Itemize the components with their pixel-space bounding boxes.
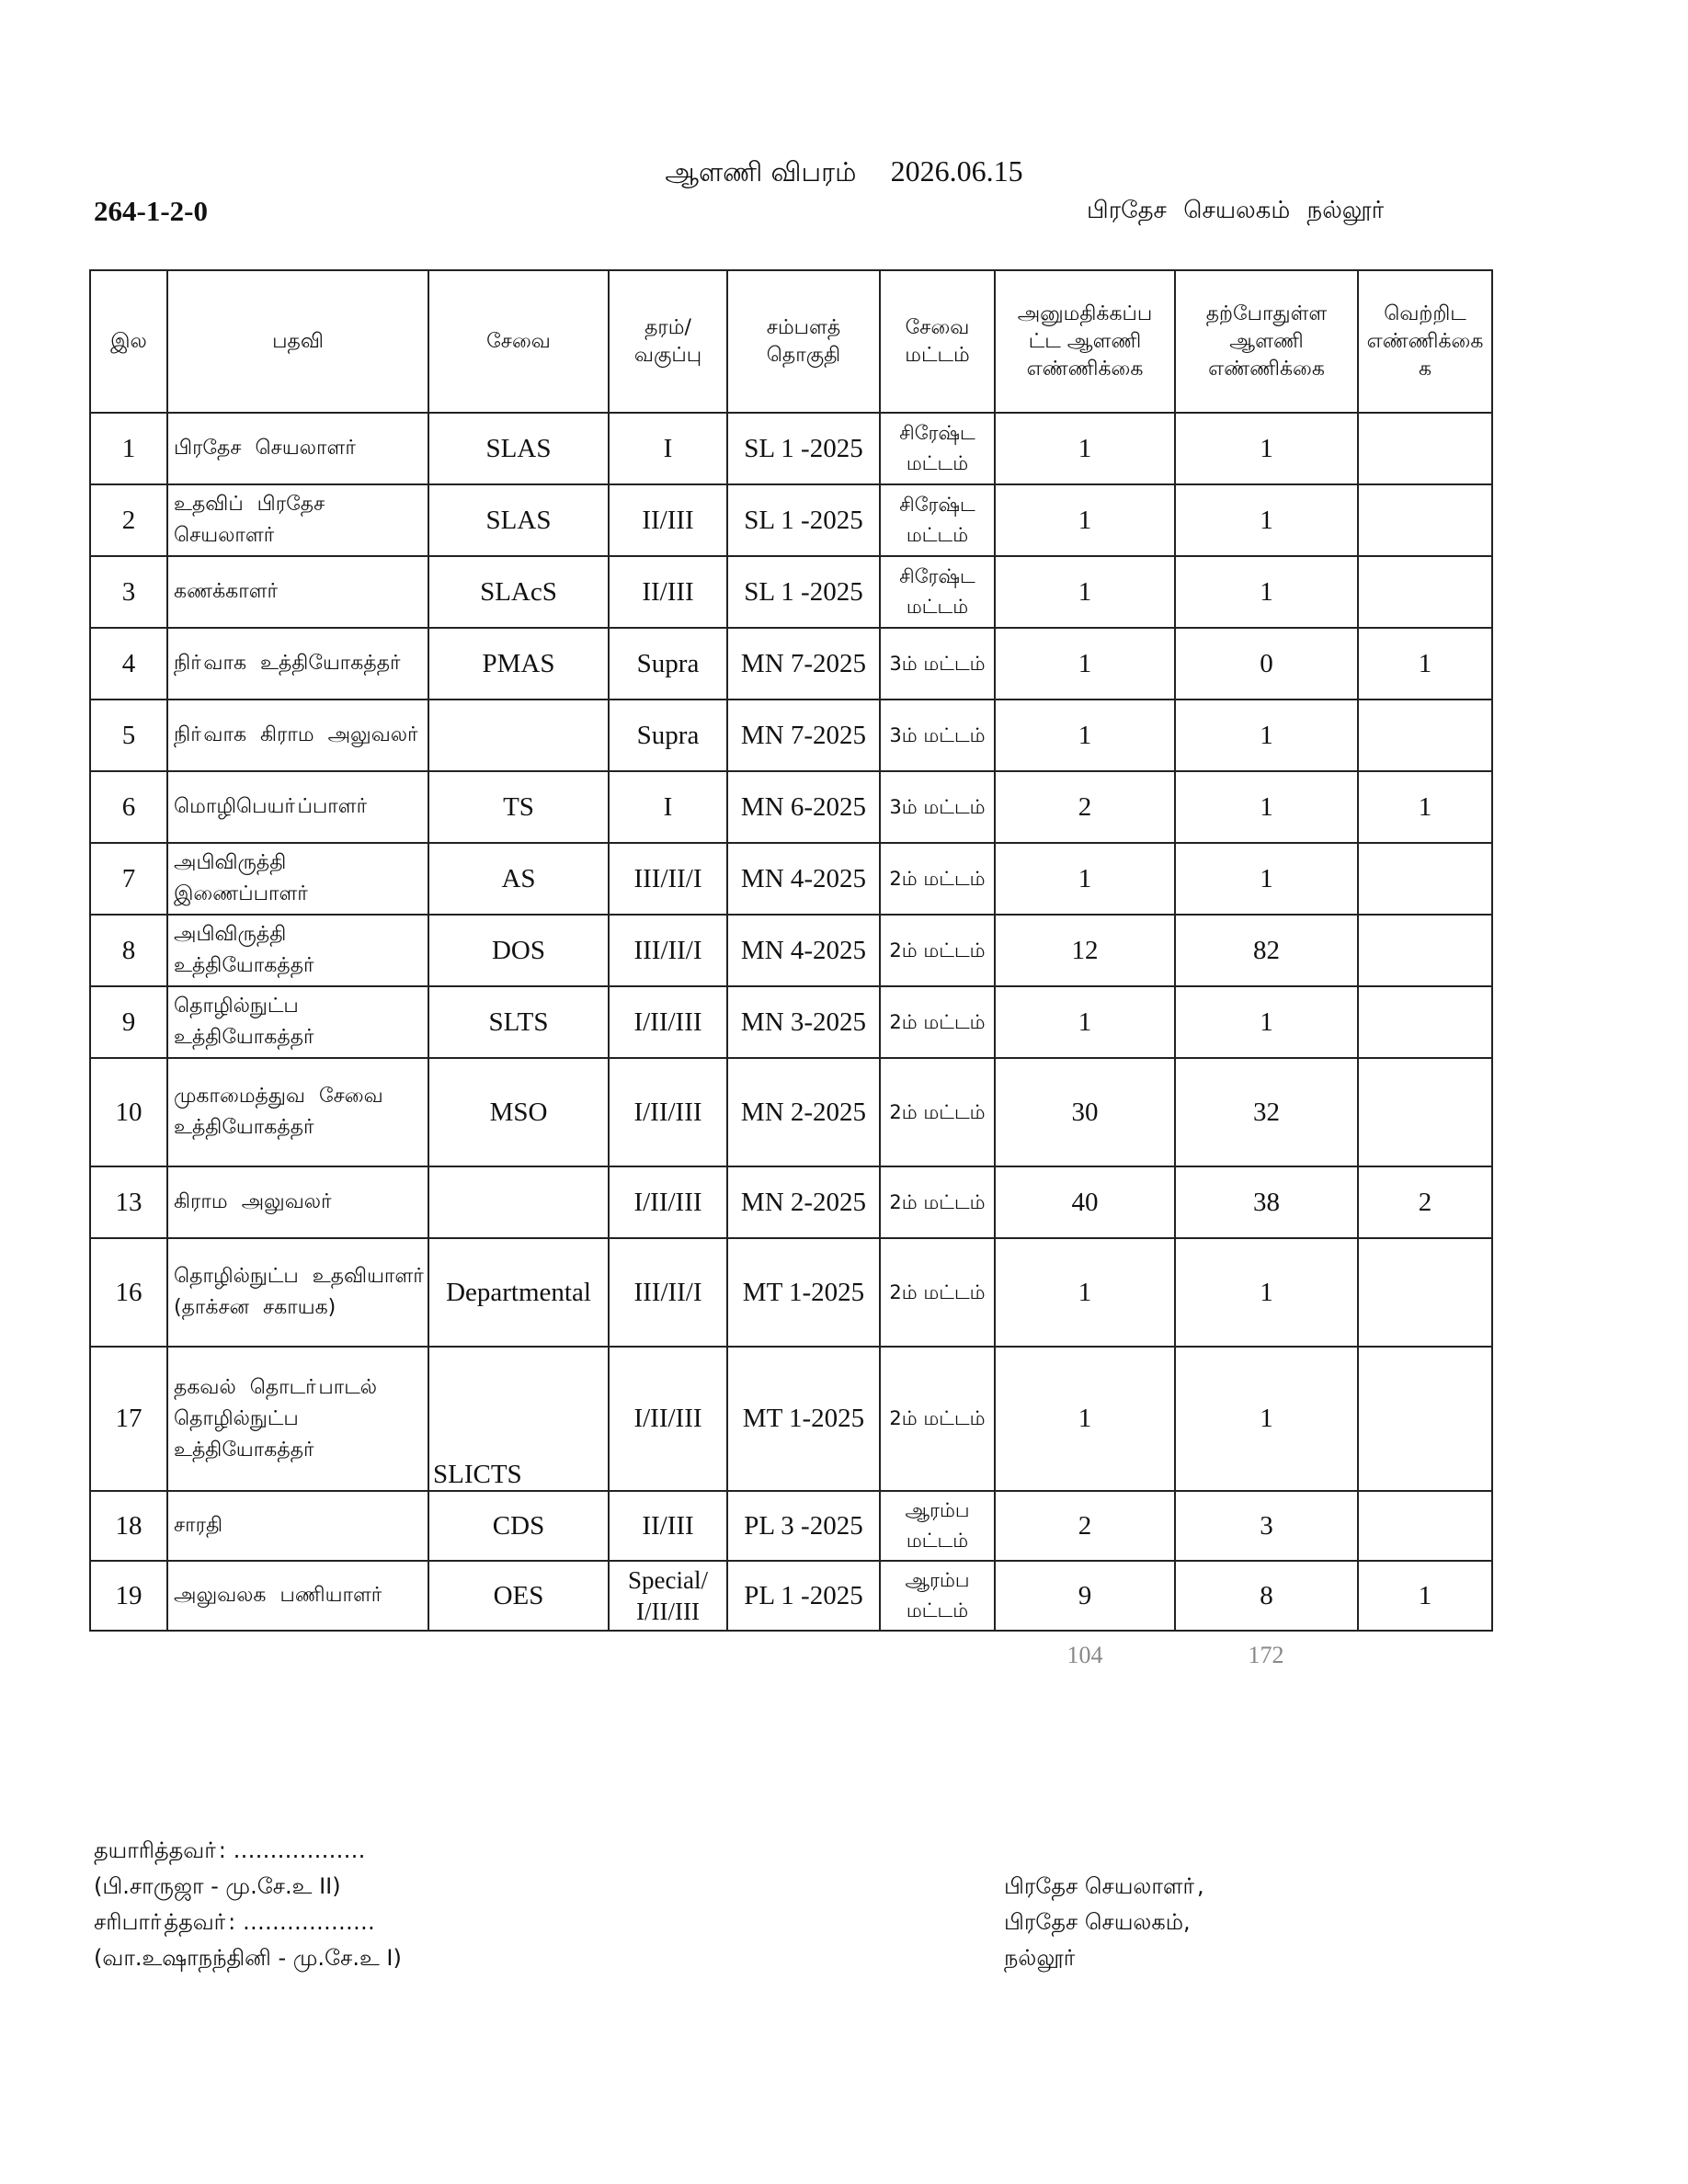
cell-post: அபிவிருத்தி உத்தியோகத்தா் xyxy=(167,915,428,986)
cell-approved: 2 xyxy=(995,771,1175,843)
cell-service: TS xyxy=(428,771,609,843)
cell-level: சிரேஷ்ட மட்டம் xyxy=(880,556,995,628)
cell-grade: III/II/I xyxy=(609,1238,727,1347)
cell-service: MSO xyxy=(428,1058,609,1166)
cell-grade: II/III xyxy=(609,556,727,628)
cell-vacant: 1 xyxy=(1358,771,1492,843)
table-header-row xyxy=(90,270,1492,413)
table-row xyxy=(90,915,1492,986)
cell-approved: 1 xyxy=(995,628,1175,700)
cell-grade: I/II/III xyxy=(609,1166,727,1238)
cell-approved: 1 xyxy=(995,1347,1175,1491)
cell-service: Departmental xyxy=(428,1238,609,1347)
cell-vacant xyxy=(1358,484,1492,556)
checked-by-name: (வா.உஷாநந்தினி - மு.சே.உ I) xyxy=(94,1945,402,1971)
cell-current: 3 xyxy=(1175,1491,1358,1561)
cell-post: கிராம அலுவலா் xyxy=(167,1166,428,1238)
office-name: பிரதேச செயலகம் நல்லூா் xyxy=(1087,197,1387,224)
cell-level: ஆரம்ப மட்டம் xyxy=(880,1491,995,1561)
cell-approved: 1 xyxy=(995,484,1175,556)
table-row xyxy=(90,1058,1492,1166)
document-title xyxy=(0,154,1688,191)
table-row xyxy=(90,1491,1492,1561)
cell-current: 1 xyxy=(1175,843,1358,915)
cell-service: SLTS xyxy=(428,986,609,1058)
cell-grade: Supra xyxy=(609,700,727,771)
cell-approved: 1 xyxy=(995,413,1175,484)
cell-post: அலுவலக பணியாளா் xyxy=(167,1561,428,1631)
table-row xyxy=(90,986,1492,1058)
cell-current: 82 xyxy=(1175,915,1358,986)
cell-post: அபிவிருத்தி இணைப்பாளா் xyxy=(167,843,428,915)
table-row xyxy=(90,628,1492,700)
checked-by-label: சரிபாா்த்தவா்: ……………… xyxy=(94,1909,375,1935)
cell-service: DOS xyxy=(428,915,609,986)
cell-post: நிா்வாக உத்தியோகத்தா் xyxy=(167,628,428,700)
cell-salary: SL 1 -2025 xyxy=(727,556,880,628)
document-code: 264-1-2-0 xyxy=(94,195,208,227)
cell-approved: 1 xyxy=(995,843,1175,915)
cell-salary: MN 2-2025 xyxy=(727,1166,880,1238)
cell-post: முகாமைத்துவ சேவை உத்தியோகத்தா் xyxy=(167,1058,428,1166)
table-row xyxy=(90,484,1492,556)
cell-level: சிரேஷ்ட மட்டம் xyxy=(880,413,995,484)
cell-level: 2ம் மட்டம் xyxy=(880,1166,995,1238)
table-row xyxy=(90,771,1492,843)
table-row xyxy=(90,1561,1492,1631)
signatory-place: நல்லூா் xyxy=(1004,1945,1078,1971)
table-row xyxy=(90,556,1492,628)
cell-vacant xyxy=(1358,843,1492,915)
cell-grade: I xyxy=(609,413,727,484)
cell-vacant: 2 xyxy=(1358,1166,1492,1238)
cell-grade: III/II/I xyxy=(609,843,727,915)
cell-current: 38 xyxy=(1175,1166,1358,1238)
cell-current: 8 xyxy=(1175,1561,1358,1631)
cell-no: 3 xyxy=(90,556,167,628)
cell-current: 1 xyxy=(1175,556,1358,628)
cell-vacant xyxy=(1358,556,1492,628)
col-header-service: சேவை xyxy=(428,270,609,413)
cell-grade: Special/ I/II/III xyxy=(609,1561,727,1631)
cell-salary: PL 1 -2025 xyxy=(727,1561,880,1631)
prepared-by-name: (பி.சாருஜா - மு.சே.உ II) xyxy=(94,1873,341,1899)
cell-approved: 1 xyxy=(995,556,1175,628)
table-row xyxy=(90,700,1492,771)
signature-left xyxy=(94,1833,402,1976)
cell-salary: MN 7-2025 xyxy=(727,628,880,700)
cell-no: 10 xyxy=(90,1058,167,1166)
cell-vacant xyxy=(1358,413,1492,484)
cell-no: 19 xyxy=(90,1561,167,1631)
cell-grade: Supra xyxy=(609,628,727,700)
cell-vacant: 1 xyxy=(1358,628,1492,700)
cell-vacant: 1 xyxy=(1358,1561,1492,1631)
cell-service: SLICTS xyxy=(428,1347,609,1491)
cell-approved: 40 xyxy=(995,1166,1175,1238)
cell-level: 2ம் மட்டம் xyxy=(880,915,995,986)
cell-post: நிா்வாக கிராம அலுவலா் xyxy=(167,700,428,771)
cell-service: SLAS xyxy=(428,484,609,556)
title-text: ஆளணி விபரம் xyxy=(665,156,857,188)
cell-current: 1 xyxy=(1175,1238,1358,1347)
cell-salary: SL 1 -2025 xyxy=(727,413,880,484)
prepared-by-label: தயாரித்தவா்: ……………… xyxy=(94,1837,366,1863)
cell-salary: MN 7-2025 xyxy=(727,700,880,771)
cell-level: 2ம் மட்டம் xyxy=(880,986,995,1058)
cell-post: பிரதேச செயலாளா் xyxy=(167,413,428,484)
total-approved: 104 xyxy=(1066,1642,1103,1668)
col-header-current: தற்போதுள்ள ஆளணி எண்ணிக்கை xyxy=(1175,270,1358,413)
cell-level: 2ம் மட்டம் xyxy=(880,1347,995,1491)
cell-no: 9 xyxy=(90,986,167,1058)
cell-no: 6 xyxy=(90,771,167,843)
cell-no: 13 xyxy=(90,1166,167,1238)
table-row xyxy=(90,843,1492,915)
cell-salary: SL 1 -2025 xyxy=(727,484,880,556)
cell-salary: MN 2-2025 xyxy=(727,1058,880,1166)
cadre-table xyxy=(89,269,1493,1632)
cell-vacant xyxy=(1358,915,1492,986)
cell-service: AS xyxy=(428,843,609,915)
cell-level: 2ம் மட்டம் xyxy=(880,843,995,915)
col-header-vacant: வெற்றிட எண்ணிக்கை க xyxy=(1358,270,1492,413)
cell-current: 1 xyxy=(1175,413,1358,484)
cell-grade: I/II/III xyxy=(609,1347,727,1491)
cell-level: 2ம் மட்டம் xyxy=(880,1058,995,1166)
cell-grade: I/II/III xyxy=(609,986,727,1058)
cell-service: OES xyxy=(428,1561,609,1631)
cell-approved: 12 xyxy=(995,915,1175,986)
cell-level: சிரேஷ்ட மட்டம் xyxy=(880,484,995,556)
cell-post: தொழில்நுட்ப உத்தியோகத்தா் xyxy=(167,986,428,1058)
cell-salary: MN 4-2025 xyxy=(727,843,880,915)
cell-grade: I/II/III xyxy=(609,1058,727,1166)
cell-post: உதவிப் பிரதேச செயலாளா் xyxy=(167,484,428,556)
cell-level: 2ம் மட்டம் xyxy=(880,1238,995,1347)
cell-approved: 1 xyxy=(995,700,1175,771)
cell-service xyxy=(428,700,609,771)
cell-salary: MT 1-2025 xyxy=(727,1238,880,1347)
cell-level: 3ம் மட்டம் xyxy=(880,771,995,843)
cell-service: PMAS xyxy=(428,628,609,700)
col-header-post: பதவி xyxy=(167,270,428,413)
cell-approved: 2 xyxy=(995,1491,1175,1561)
table-row xyxy=(90,1238,1492,1347)
table-row xyxy=(90,413,1492,484)
cell-vacant xyxy=(1358,1238,1492,1347)
cell-no: 8 xyxy=(90,915,167,986)
total-current: 172 xyxy=(1248,1642,1284,1668)
cell-service: SLAcS xyxy=(428,556,609,628)
cell-current: 1 xyxy=(1175,1347,1358,1491)
cell-post: சாரதி xyxy=(167,1491,428,1561)
cell-post: தகவல் தொடா்பாடல் தொழில்நுட்ப உத்தியோகத்தா் xyxy=(167,1347,428,1491)
table-row xyxy=(90,1347,1492,1491)
cell-service: CDS xyxy=(428,1491,609,1561)
col-header-salary: சம்பளத் தொகுதி xyxy=(727,270,880,413)
cell-approved: 1 xyxy=(995,1238,1175,1347)
signatory-office: பிரதேச செயலகம், xyxy=(1004,1909,1191,1935)
cell-level: 3ம் மட்டம் xyxy=(880,700,995,771)
cell-current: 1 xyxy=(1175,986,1358,1058)
signature-right xyxy=(1004,1869,1204,1976)
cell-post: தொழில்நுட்ப உதவியாளா் (தாக்சன சகாயக) xyxy=(167,1238,428,1347)
cell-approved: 30 xyxy=(995,1058,1175,1166)
cell-no: 1 xyxy=(90,413,167,484)
cell-post: மொழிபெயா்ப்பாளா் xyxy=(167,771,428,843)
cell-level: 3ம் மட்டம் xyxy=(880,628,995,700)
cell-level: ஆரம்ப மட்டம் xyxy=(880,1561,995,1631)
cell-vacant xyxy=(1358,1347,1492,1491)
cell-salary: PL 3 -2025 xyxy=(727,1491,880,1561)
cell-current: 1 xyxy=(1175,771,1358,843)
col-header-level: சேவை மட்டம் xyxy=(880,270,995,413)
cell-grade: II/III xyxy=(609,1491,727,1561)
cell-grade: III/II/I xyxy=(609,915,727,986)
cell-salary: MN 6-2025 xyxy=(727,771,880,843)
col-header-grade: தரம்/ வகுப்பு xyxy=(609,270,727,413)
cell-no: 18 xyxy=(90,1491,167,1561)
cell-grade: I xyxy=(609,771,727,843)
cell-vacant xyxy=(1358,700,1492,771)
cell-salary: MT 1-2025 xyxy=(727,1347,880,1491)
cell-no: 4 xyxy=(90,628,167,700)
cell-no: 2 xyxy=(90,484,167,556)
cell-vacant xyxy=(1358,1491,1492,1561)
cell-grade: II/III xyxy=(609,484,727,556)
cell-no: 16 xyxy=(90,1238,167,1347)
cell-current: 1 xyxy=(1175,700,1358,771)
cell-current: 32 xyxy=(1175,1058,1358,1166)
cell-salary: MN 4-2025 xyxy=(727,915,880,986)
cell-approved: 1 xyxy=(995,986,1175,1058)
col-header-no: இல xyxy=(90,270,167,413)
cell-no: 5 xyxy=(90,700,167,771)
cell-current: 0 xyxy=(1175,628,1358,700)
cell-service: SLAS xyxy=(428,413,609,484)
cell-salary: MN 3-2025 xyxy=(727,986,880,1058)
cell-approved: 9 xyxy=(995,1561,1175,1631)
cell-vacant xyxy=(1358,1058,1492,1166)
cell-no: 17 xyxy=(90,1347,167,1491)
cell-no: 7 xyxy=(90,843,167,915)
table-row xyxy=(90,1166,1492,1238)
title-date: 2026.06.15 xyxy=(890,154,1023,188)
cell-post: கணக்காளா் xyxy=(167,556,428,628)
cell-current: 1 xyxy=(1175,484,1358,556)
cell-service xyxy=(428,1166,609,1238)
cell-vacant xyxy=(1358,986,1492,1058)
signatory-title: பிரதேச செயலாளா், xyxy=(1004,1873,1204,1899)
col-header-approved: அனுமதிக்கப்ப ட்ட ஆளணி எண்ணிக்கை xyxy=(995,270,1175,413)
